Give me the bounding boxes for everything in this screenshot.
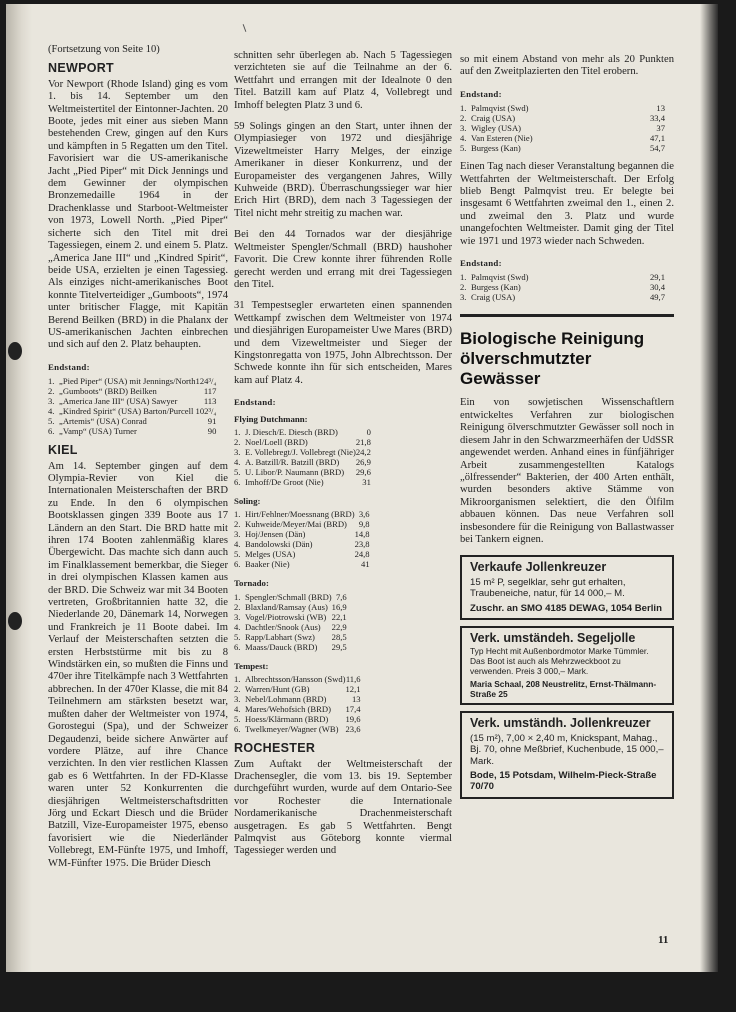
entry-name: „Gumboots“ (BRD) Beilken bbox=[59, 386, 157, 397]
entry-points: 49,7 bbox=[649, 292, 665, 303]
class-title: Flying Dutchmann: bbox=[234, 413, 308, 424]
entry-name: Palmqvist (Swd) bbox=[471, 272, 529, 283]
entry-name: Albrechtsson/Hansson (Swd) bbox=[245, 674, 346, 685]
entry-points: 22,9 bbox=[331, 621, 347, 632]
kiel-paragraph-cont: schnitten sehr überlegen ab. Nach 5 Tagessiegen verzichteten sie auf die Teilnahme an der 6. Wettfahrt und errangen mit der Idealnote 0 den Titel. Batzill kam auf Platz 4, Vollebregt und Imhoff belegten Platz 3 und 6. bbox=[234, 50, 452, 111]
rank: 6. bbox=[234, 559, 241, 570]
section-divider bbox=[460, 314, 674, 317]
rank: 2. bbox=[48, 386, 55, 397]
table-row bbox=[234, 509, 370, 519]
classified-ad bbox=[460, 626, 674, 705]
rank: 2. bbox=[234, 519, 241, 530]
page-edge bbox=[700, 4, 718, 972]
table-row bbox=[234, 447, 371, 457]
rank: 6. bbox=[234, 641, 241, 652]
rochester-results-table bbox=[460, 103, 665, 153]
rank: 5. bbox=[234, 549, 241, 560]
table-row bbox=[234, 559, 370, 569]
binding-hole bbox=[8, 612, 22, 630]
entry-points: 29,1 bbox=[649, 272, 665, 283]
ad-heading: Verkaufe Jollenkreuzer bbox=[470, 560, 607, 575]
table-row bbox=[460, 143, 665, 153]
rank: 2. bbox=[460, 282, 467, 293]
rochester-paragraph-cont: so mit einem Abstand von mehr als 20 Punkten auf den Zweitplazierten den Titel erobern. bbox=[460, 54, 674, 78]
entry-points: 37 bbox=[656, 123, 665, 134]
entry-points: 23,6 bbox=[345, 724, 361, 735]
entry-points: 7,6 bbox=[335, 591, 347, 602]
rank: 3. bbox=[234, 529, 241, 540]
entry-points: 11,6 bbox=[345, 674, 361, 685]
class-results-table bbox=[234, 427, 371, 487]
entry-points: 54,7 bbox=[649, 143, 665, 154]
class-results-table bbox=[234, 592, 347, 652]
kiel-table-title: Endstand: bbox=[234, 397, 276, 408]
table-row bbox=[460, 133, 665, 143]
table-row bbox=[234, 529, 370, 539]
ad-contact: Bode, 15 Potsdam, Wilhelm-Pieck-Straße 70/70 bbox=[470, 769, 657, 793]
world-results-table bbox=[460, 272, 665, 302]
rank: 4. bbox=[234, 539, 241, 550]
kiel-heading: KIEL bbox=[48, 443, 78, 458]
table-row bbox=[234, 714, 361, 724]
rank: 1. bbox=[460, 103, 467, 114]
magazine-page bbox=[6, 4, 718, 972]
entry-name: Melges (USA) bbox=[245, 549, 296, 560]
entry-points: 102³/₄ bbox=[195, 406, 217, 417]
rank: 3. bbox=[460, 292, 467, 303]
tornado-paragraph: Bei den 44 Tornados war der diesjährige Weltmeister Spengler/Schmall (BRD) haushoher Favorit. Die Crew konnte ihrer führenden Rolle gerecht werden und errang mit drei Tagessiegen den Titel. bbox=[234, 229, 452, 290]
entry-name: „Vamp“ (USA) Turner bbox=[59, 426, 137, 437]
class-title: Tornado: bbox=[234, 578, 269, 589]
table-row bbox=[234, 467, 371, 477]
entry-points: 22,1 bbox=[331, 611, 347, 622]
rank: 2. bbox=[234, 601, 241, 612]
stray-mark bbox=[243, 24, 247, 32]
entry-points: 23,8 bbox=[354, 539, 370, 550]
entry-name: Maass/Dauck (BRD) bbox=[245, 641, 318, 652]
newport-table-title: Endstand: bbox=[48, 361, 90, 372]
entry-name: Twelkmeyer/Wagner (WB) bbox=[245, 724, 339, 735]
table-row bbox=[234, 519, 370, 529]
rank: 1. bbox=[234, 509, 241, 520]
entry-name: Mares/Wehofsich (BRD) bbox=[245, 704, 331, 715]
table-row bbox=[234, 592, 347, 602]
rank: 1. bbox=[48, 376, 55, 387]
rochester-paragraph: Zum Auftakt der Weltmeisterschaft der Drachensegler, die vom 13. bis 19. September durchgeführt wurden, wurde auf dem Ontario-See vor Rochester die Internationale Nordamerikanische Drachenmeisterschaft ausgetragen. Es gab 5 Wettfahrten. Bengt Palmqvist aus Göteborg konnte viermal Tagessieger werden und bbox=[234, 758, 452, 857]
table-row bbox=[234, 642, 347, 652]
rank: 4. bbox=[234, 456, 241, 467]
table-row bbox=[48, 376, 216, 386]
entry-name: Baaker (Nie) bbox=[245, 559, 290, 570]
entry-points: 24,2 bbox=[355, 446, 371, 457]
rank: 4. bbox=[234, 621, 241, 632]
entry-name: U. Libor/P. Naumann (BRD) bbox=[245, 466, 345, 477]
entry-name: Craig (USA) bbox=[471, 113, 516, 124]
ad-body: 15 m² P, segelklar, sehr gut erhalten, Traubeneiche, natur, für 14 000,– M. bbox=[470, 576, 626, 600]
ad-body: Typ Hecht mit Außenbordmotor Marke Tümmler. Das Boot ist auch als Mehrzweckboot zu verwenden. Preis 3 000,– Mark. bbox=[470, 646, 649, 676]
entry-name: Hoess/Klärmann (BRD) bbox=[245, 714, 329, 725]
world-championship-paragraph: Einen Tag nach dieser Veranstaltung begannen die Wettfahrten der Weltmeisterschaft. Der Erfolg blieb Bengt Palmqvist treu. Er belegte bei insgesamt 6 Wettfahrten zweimal den 1., einen 2. und zweimal den 3. Platz und wurde unangefochten Weltmeister. Damit ging der Titel wie 1971 und 1973 wieder nach Schweden. bbox=[460, 161, 674, 247]
entry-points: 41 bbox=[361, 559, 370, 570]
table-row bbox=[48, 416, 216, 426]
table-row bbox=[234, 457, 371, 467]
entry-points: 47,1 bbox=[649, 133, 665, 144]
rank: 1. bbox=[234, 591, 241, 602]
ad-contact: Maria Schaal, 208 Neustrelitz, Ernst-Thälmann-Straße 25 bbox=[470, 678, 657, 699]
entry-name: Dachtler/Snook (Aus) bbox=[245, 621, 321, 632]
entry-points: 29,5 bbox=[331, 641, 347, 652]
rank: 1. bbox=[234, 426, 241, 437]
table-row bbox=[234, 704, 361, 714]
entry-name: Imhoff/De Groot (Nie) bbox=[245, 476, 324, 487]
table-row bbox=[48, 406, 216, 416]
binding-hole bbox=[8, 342, 22, 360]
entry-name: A. Batzill/R. Batzill (BRD) bbox=[245, 456, 340, 467]
table-row bbox=[234, 437, 371, 447]
ad-body: (15 m²), 7,00 × 2,40 m, Knickspant, Mahag., Bj. 70, ohne Meßbrief, Kuchenbude, 15 000,– Mark. bbox=[470, 732, 664, 767]
table-row bbox=[234, 549, 370, 559]
ad-heading: Verk. umständeh. Segeljolle bbox=[470, 630, 636, 645]
entry-points: 0 bbox=[366, 426, 371, 437]
rank: 5. bbox=[234, 714, 241, 725]
classified-ad bbox=[460, 711, 674, 798]
table-row bbox=[234, 724, 361, 734]
entry-points: 16,9 bbox=[331, 601, 347, 612]
entry-name: Nebel/Lohmann (BRD) bbox=[245, 694, 327, 705]
entry-points: 26,9 bbox=[355, 456, 371, 467]
rank: 6. bbox=[48, 426, 55, 437]
entry-name: Noel/Loell (BRD) bbox=[245, 436, 308, 447]
rank: 5. bbox=[234, 466, 241, 477]
table-row bbox=[234, 684, 361, 694]
entry-points: 30,4 bbox=[649, 282, 665, 293]
entry-points: 29,6 bbox=[355, 466, 371, 477]
continuation-note: (Fortsetzung von Seite 10) bbox=[48, 44, 160, 55]
classified-ad bbox=[460, 555, 674, 620]
table-row bbox=[460, 282, 665, 292]
soling-paragraph: 59 Solings gingen an den Start, unter ihnen der Olympiasieger von 1972 und diesjährige Vizeweltmeister Harry Melges, der einzige Amerikaner in dieser Konkurrenz, und der Europameister des vergangenen Jahres, Willy Kuhweide (BRD). Überraschungssieger war hier Erich Hirt (BRD), dem nach 3 Tagessiegen der Titel nicht mehr streitig zu machen war. bbox=[234, 121, 452, 219]
entry-points: 17,4 bbox=[345, 704, 361, 715]
rank: 1. bbox=[234, 674, 241, 685]
entry-name: „America Jane III“ (USA) Sawyer bbox=[59, 396, 178, 407]
entry-name: Palmqvist (Swd) bbox=[471, 103, 529, 114]
ad-heading: Verk. umständh. Jollenkreuzer bbox=[470, 716, 651, 731]
entry-name: Wigley (USA) bbox=[471, 123, 522, 134]
entry-name: Blaxland/Ramsay (Aus) bbox=[245, 601, 328, 612]
entry-points: 13 bbox=[656, 103, 665, 114]
rank: 5. bbox=[460, 143, 467, 154]
entry-points: 113 bbox=[203, 396, 217, 407]
table-row bbox=[460, 103, 665, 113]
rochester-table-title: Endstand: bbox=[460, 88, 502, 99]
table-row bbox=[460, 113, 665, 123]
rank: 4. bbox=[48, 406, 55, 417]
entry-points: 90 bbox=[207, 426, 217, 437]
entry-name: Hoj/Jensen (Dän) bbox=[245, 529, 306, 540]
table-row bbox=[234, 622, 347, 632]
page-number: 11 bbox=[658, 934, 669, 946]
entry-points: 21,8 bbox=[355, 436, 371, 447]
rank: 3. bbox=[460, 123, 467, 134]
rank: 3. bbox=[234, 694, 241, 705]
rank: 4. bbox=[460, 133, 467, 144]
class-title: Soling: bbox=[234, 495, 261, 506]
rank: 5. bbox=[234, 631, 241, 642]
entry-points: 33,4 bbox=[649, 113, 665, 124]
world-table-title: Endstand: bbox=[460, 258, 502, 269]
ad-contact: Zuschr. an SMO 4185 DEWAG, 1054 Berlin bbox=[470, 602, 662, 614]
page-spine bbox=[6, 4, 32, 972]
entry-name: Craig (USA) bbox=[471, 292, 516, 303]
bio-paragraph: Ein von sowjetischen Wissenschaftlern entwickeltes Verfahren zur biologischen Reinigung ölverschmutzter Gewässer soll noch in diesem Jahr in den Schwarzmeerhäfen der UdSSR angewendet werden. Anhand eines in fünfjähriger Arbeit zusammengestellten Katalogs „ölfressender“ Bakterien, der 400 Arten enthält, wurden besonders aktive Stämme von Mikroorganismen selektiert, die den Ölfilm abbauen können. Das neue Verfahren soll insbesondere für die Reinigung von Ballastwasser bei Tankern eignen. bbox=[460, 397, 674, 545]
rank: 3. bbox=[234, 446, 241, 457]
table-row bbox=[48, 386, 216, 396]
table-row bbox=[460, 272, 665, 282]
entry-name: E. Vollebregt/J. Vollebregt (Nie) bbox=[245, 446, 356, 457]
entry-points: 9,8 bbox=[358, 519, 370, 530]
rank: 2. bbox=[460, 113, 467, 124]
entry-name: Spengler/Schmall (BRD) bbox=[245, 591, 332, 602]
table-row bbox=[48, 396, 216, 406]
table-row bbox=[234, 694, 361, 704]
column-left bbox=[48, 44, 228, 879]
rank: 2. bbox=[234, 684, 241, 695]
rank: 3. bbox=[234, 611, 241, 622]
column-right bbox=[460, 54, 674, 805]
entry-name: J. Diesch/E. Diesch (BRD) bbox=[245, 426, 338, 437]
newport-paragraph: Vor Newport (Rhode Island) ging es vom 1. bis 14. September um den Weltmeistertitel der Eintonner-Jachten. 20 Boote, jedes mit einer aus sieben Mann bestehenden Crew, gingen auf den Kurs und kämpften in 5 Regatten um den Titel. Favorisiert war die US-amerikanische Jacht „Pied Piper“ mit Dick Jennings und dem Gewinner der olympischen Bronzemedaille 1964 in der Drachenklasse und Starboot-Weltmeister von 1973, Lowell North. „Pied Piper“ sicherte sich den Titel mit drei Tagessiegen, einem 2. und einem 5. Platz. „America Jane III“ und „Kindred Spirit“, beide USA, erzielten je einen Tagessieg. Als einziges nicht-amerikanisches Boot konnte Titelverteidiger „Gumboots“, 1974 unter britischer Flagge, mit Kapitän Berend Beilken (BRD) in die Phalanx der US-amerikanischen Jachten einbrechen und sich auf den 2. Platz behaupten. bbox=[48, 78, 228, 351]
entry-points: 31 bbox=[362, 476, 371, 487]
entry-name: Burgess (Kan) bbox=[471, 143, 521, 154]
entry-name: Burgess (Kan) bbox=[471, 282, 521, 293]
rank: 2. bbox=[234, 436, 241, 447]
rank: 6. bbox=[234, 476, 241, 487]
table-row bbox=[234, 477, 371, 487]
entry-name: Vogel/Piotrowski (WB) bbox=[245, 611, 327, 622]
table-row bbox=[234, 632, 347, 642]
column-middle bbox=[234, 50, 452, 867]
entry-name: „Artemis“ (USA) Conrad bbox=[59, 416, 147, 427]
rank: 3. bbox=[48, 396, 55, 407]
entry-points: 91 bbox=[207, 416, 217, 427]
class-title: Tempest: bbox=[234, 660, 269, 671]
class-results-table bbox=[234, 674, 361, 734]
entry-name: „Kindred Spirit“ (USA) Barton/Purcell bbox=[59, 406, 194, 417]
table-row bbox=[234, 602, 347, 612]
entry-name: Warren/Hunt (GB) bbox=[245, 684, 310, 695]
table-row bbox=[460, 123, 665, 133]
entry-name: Van Esteren (Nie) bbox=[471, 133, 533, 144]
entry-name: Hirt/Fehlner/Moessnang (BRD) bbox=[245, 509, 355, 520]
table-row bbox=[234, 427, 371, 437]
table-row bbox=[234, 612, 347, 622]
tempest-paragraph: 31 Tempestsegler erwarteten einen spannenden Wettkampf zwischen dem Weltmeister von 1974 und diesjährigen Europameister Uwe Mares (BRD) und dem Vizeweltmeister und Sieger der Kingstonregatta von 1975, John Albrechtsson. Der Schwede konnte ihn für sich entscheiden, Mares kam auf Platz 4. bbox=[234, 300, 452, 386]
entry-points: 3,6 bbox=[358, 509, 370, 520]
rank: 5. bbox=[48, 416, 55, 427]
rank: 6. bbox=[234, 724, 241, 735]
entry-points: 24,8 bbox=[354, 549, 370, 560]
entry-points: 124³/₄ bbox=[195, 376, 217, 387]
table-row bbox=[234, 539, 370, 549]
newport-results-table bbox=[48, 376, 216, 436]
entry-name: Rapp/Labhart (Swz) bbox=[245, 631, 315, 642]
kiel-paragraph: Am 14. September gingen auf dem Olympia-Revier von Kiel die Internationalen Meisterschaften der BRD zu Ende. In den 6 olympischen Bootsklassen gingen 339 Boote aus 17 Ländern an den Start. Die BRD hatte mit ihren 174 Booten zahlenmäßig klares Übergewicht. Das machte sich dann auch im Finalklassement bemerkbar, die Sieger in drei olympischen Klassen kamen aus der BRD. Die Schweiz war mit 34 Booten vertreten, Großbritannien hatte 32, die Niederlande 20, Dänemark 14, Norwegen und Frankreich je 11 Boote dabei. Im Verlauf der Meisterschaften setzten die ersten Herbststürme mit bis zu 8 Windstärken ein, so mußten die Finns und 470er ihre Titelkämpfe nach 3 Wettfahrten abbrechen. In der 470er Klasse, die mit 84 Teilnehmern am stärksten besetzt war, mußten daher der Weltmeister von 1974, Gorostegui (Spa), und der Schweizer Degaudenzi, beide sichere Anwärter auf vordere Plätze, auf ihre Chance verzichten. In den vier restlichen Klassen gab es 6 Wettfahrten. In der FD-Klasse waren unter 52 Konkurrenten die diesjährigen Weltmeisterschaftsdritten Jörg und Eckart Diesch und die Brüder Batzill, Vize-Europameister 1975, ebenso favorisiert wie die Niederländer Vollebregt, EM-Fünfte 1975, und Imhoff, WM-Fünfter 1975. Die Brüder Diesch bbox=[48, 460, 228, 869]
table-row bbox=[48, 426, 216, 436]
table-row bbox=[234, 674, 361, 684]
rank: 1. bbox=[460, 272, 467, 283]
entry-points: 12,1 bbox=[345, 684, 361, 695]
entry-name: „Pied Piper“ (USA) mit Jennings/North bbox=[59, 376, 196, 387]
entry-points: 117 bbox=[203, 386, 217, 397]
entry-points: 13 bbox=[351, 694, 361, 705]
table-row bbox=[460, 292, 665, 302]
class-results-table bbox=[234, 509, 370, 569]
newport-heading: NEWPORT bbox=[48, 61, 114, 76]
rochester-heading: ROCHESTER bbox=[234, 741, 316, 756]
entry-points: 28,5 bbox=[331, 631, 347, 642]
rank: 4. bbox=[234, 704, 241, 715]
entry-name: Bandolowski (Dän) bbox=[245, 539, 313, 550]
entry-points: 14,8 bbox=[354, 529, 370, 540]
entry-points: 19,6 bbox=[345, 714, 361, 725]
entry-name: Kuhweide/Meyer/Mai (BRD) bbox=[245, 519, 347, 530]
bio-heading: Biologische Reinigung ölverschmutzter Gewässer bbox=[460, 329, 645, 389]
